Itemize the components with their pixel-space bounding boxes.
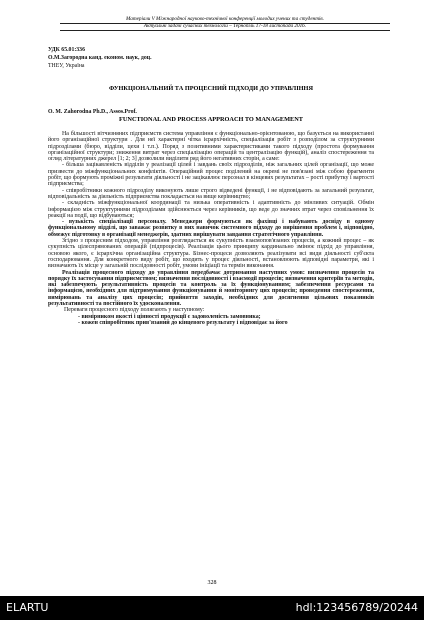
affiliation: ТНЕУ, Україна bbox=[48, 63, 85, 69]
footer-handle: hdl:123456789/20244 bbox=[295, 601, 418, 614]
page-number: 328 bbox=[207, 580, 217, 586]
conference-header-line-1: Матеріали V Міжнародної науково-технічної конференції молодих учених та студентів. bbox=[126, 16, 324, 22]
paragraph: - складність міжфункціональної координації та низька оперативність і адаптивність до мінливих ситуацій. Обмін інформацією між структурними підрозділами здійснюється через керівників, що веде до значних втрат через сповільнення їх реакції на події, що відбуваються; bbox=[48, 200, 374, 219]
title-en: FUNCTIONAL AND PROCESS APPROACH TO MANAGEMENT bbox=[119, 116, 303, 123]
paragraph: Переваги процесного підходу полягають у наступному: bbox=[64, 307, 205, 314]
article-body bbox=[48, 131, 374, 326]
footer-bar bbox=[0, 596, 424, 620]
footer-left-label: ELARTU bbox=[6, 601, 49, 614]
paragraph: Реалізація процесного підходу до управління передбачає дотримання наступних умов: визначення процесів та порядку їх застосування підприємством; визначення послідовності і взаємодії процесів; визначення критеріїв та методів, які забезпечують результативність процесів та контроль за їх функціонуванням; забезпечення ресурсами та інформацією, необхідних для підтримування функціонування й моніторингу цих процесів; проведення спостереження, вимірювань та аналізу цих процесів; прийняття заходів, необхідних для досягнення цільових показників результативності та постійного їх удосконалення. bbox=[48, 269, 374, 308]
header-rule-bottom bbox=[60, 30, 390, 31]
conference-header-line-2: Актуальні задачі сучасних технологій – Тернопіль 17-18 листопада 2016. bbox=[143, 23, 307, 29]
paragraph: - співробітники кожного підрозділу виконують лише строго відведені функції, і не відповідають за загальний результат, відповідальність за діяльність підприємства покладається на вище керівництво; bbox=[48, 187, 374, 200]
author-en: O. M. Zahorodna Ph.D., Assos.Prof. bbox=[48, 109, 137, 115]
list-item: - кожен співробітник прив'язаний до кінцевого результату і відповідає за його bbox=[78, 319, 288, 326]
paragraph: - вузькість спеціалізації персоналу. Менеджери формуються як фахівці і набувають досвіду в одному функціональному відділі, що заважає розвитку в них навичок системного підходу до вирішення проблем і, відповідно, обмежує підготовку в організації менеджерів, здатних вирішувати завдання стратегічного управління. bbox=[48, 219, 374, 238]
title-ua: ФУНКЦІОНАЛЬНИЙ ТА ПРОЦЕСНИЙ ПІДХОДИ ДО УПРАВЛІННЯ bbox=[108, 85, 313, 92]
paragraph: Згідно з процесним підходом, управління розглядається як сукупність взаємопов'язаних процесів, а кожний процес – як сукупність цілеспрямованих операцій (підпроцесів). Реалізація цього принципу кардинально змінює підхід до управління, основою якого, є ієрархічна організаційна структура. Бізнес-процеси дозволяють реалізувати всі види діяльності суб'єкта господарювання. Для конкретного виду робіт, що входить у процес діяльності, встановлюють відповідні параметри, які і визначають їх місце у загальній послідовності робіт, умови ініціації та термін виконання. bbox=[48, 238, 374, 270]
udc-code: УДК 65.01:336 bbox=[48, 47, 85, 53]
author-ua: О.М.Загородна канд. економ. наук, доц. bbox=[48, 55, 152, 61]
list-item: - вимірником якості і цінності продукції є задоволеність замовника; bbox=[78, 313, 261, 320]
paragraph: - більша зацікавленість відділів у реалізації цілей і завдань своїх підрозділів, ніж загальних цілей організації, що може призвести до міжфункціональних конфліктів. Операційний процес поділений на окремі не пов'язані між собою фрагменти робіт, що формують проміжні результати діяльності і не зацікавлює персонал в кінцевих результатах – рості прибутку і вартості підприємства; bbox=[48, 162, 374, 188]
paragraph: На більшості вітчизняних підприємств система управління є функціонально-орієнтованою, що базується на використанні його організаційної структури . Для неї характерні чітка ієрархічність, спеціалізація робіт з розподілом за структурними підрозділами (бюро, відділи, цехи і т.п.). Поряд з позитивними характеристиками такого підходу (простота формування організаційної структури; зниження витрат через спеціалізацію операцій та централізацію функцій), аналіз спостереження та огляд літературних джерел [1; 2; 3] дозволили виділити ряд його негативних сторін, а саме: bbox=[48, 131, 374, 163]
